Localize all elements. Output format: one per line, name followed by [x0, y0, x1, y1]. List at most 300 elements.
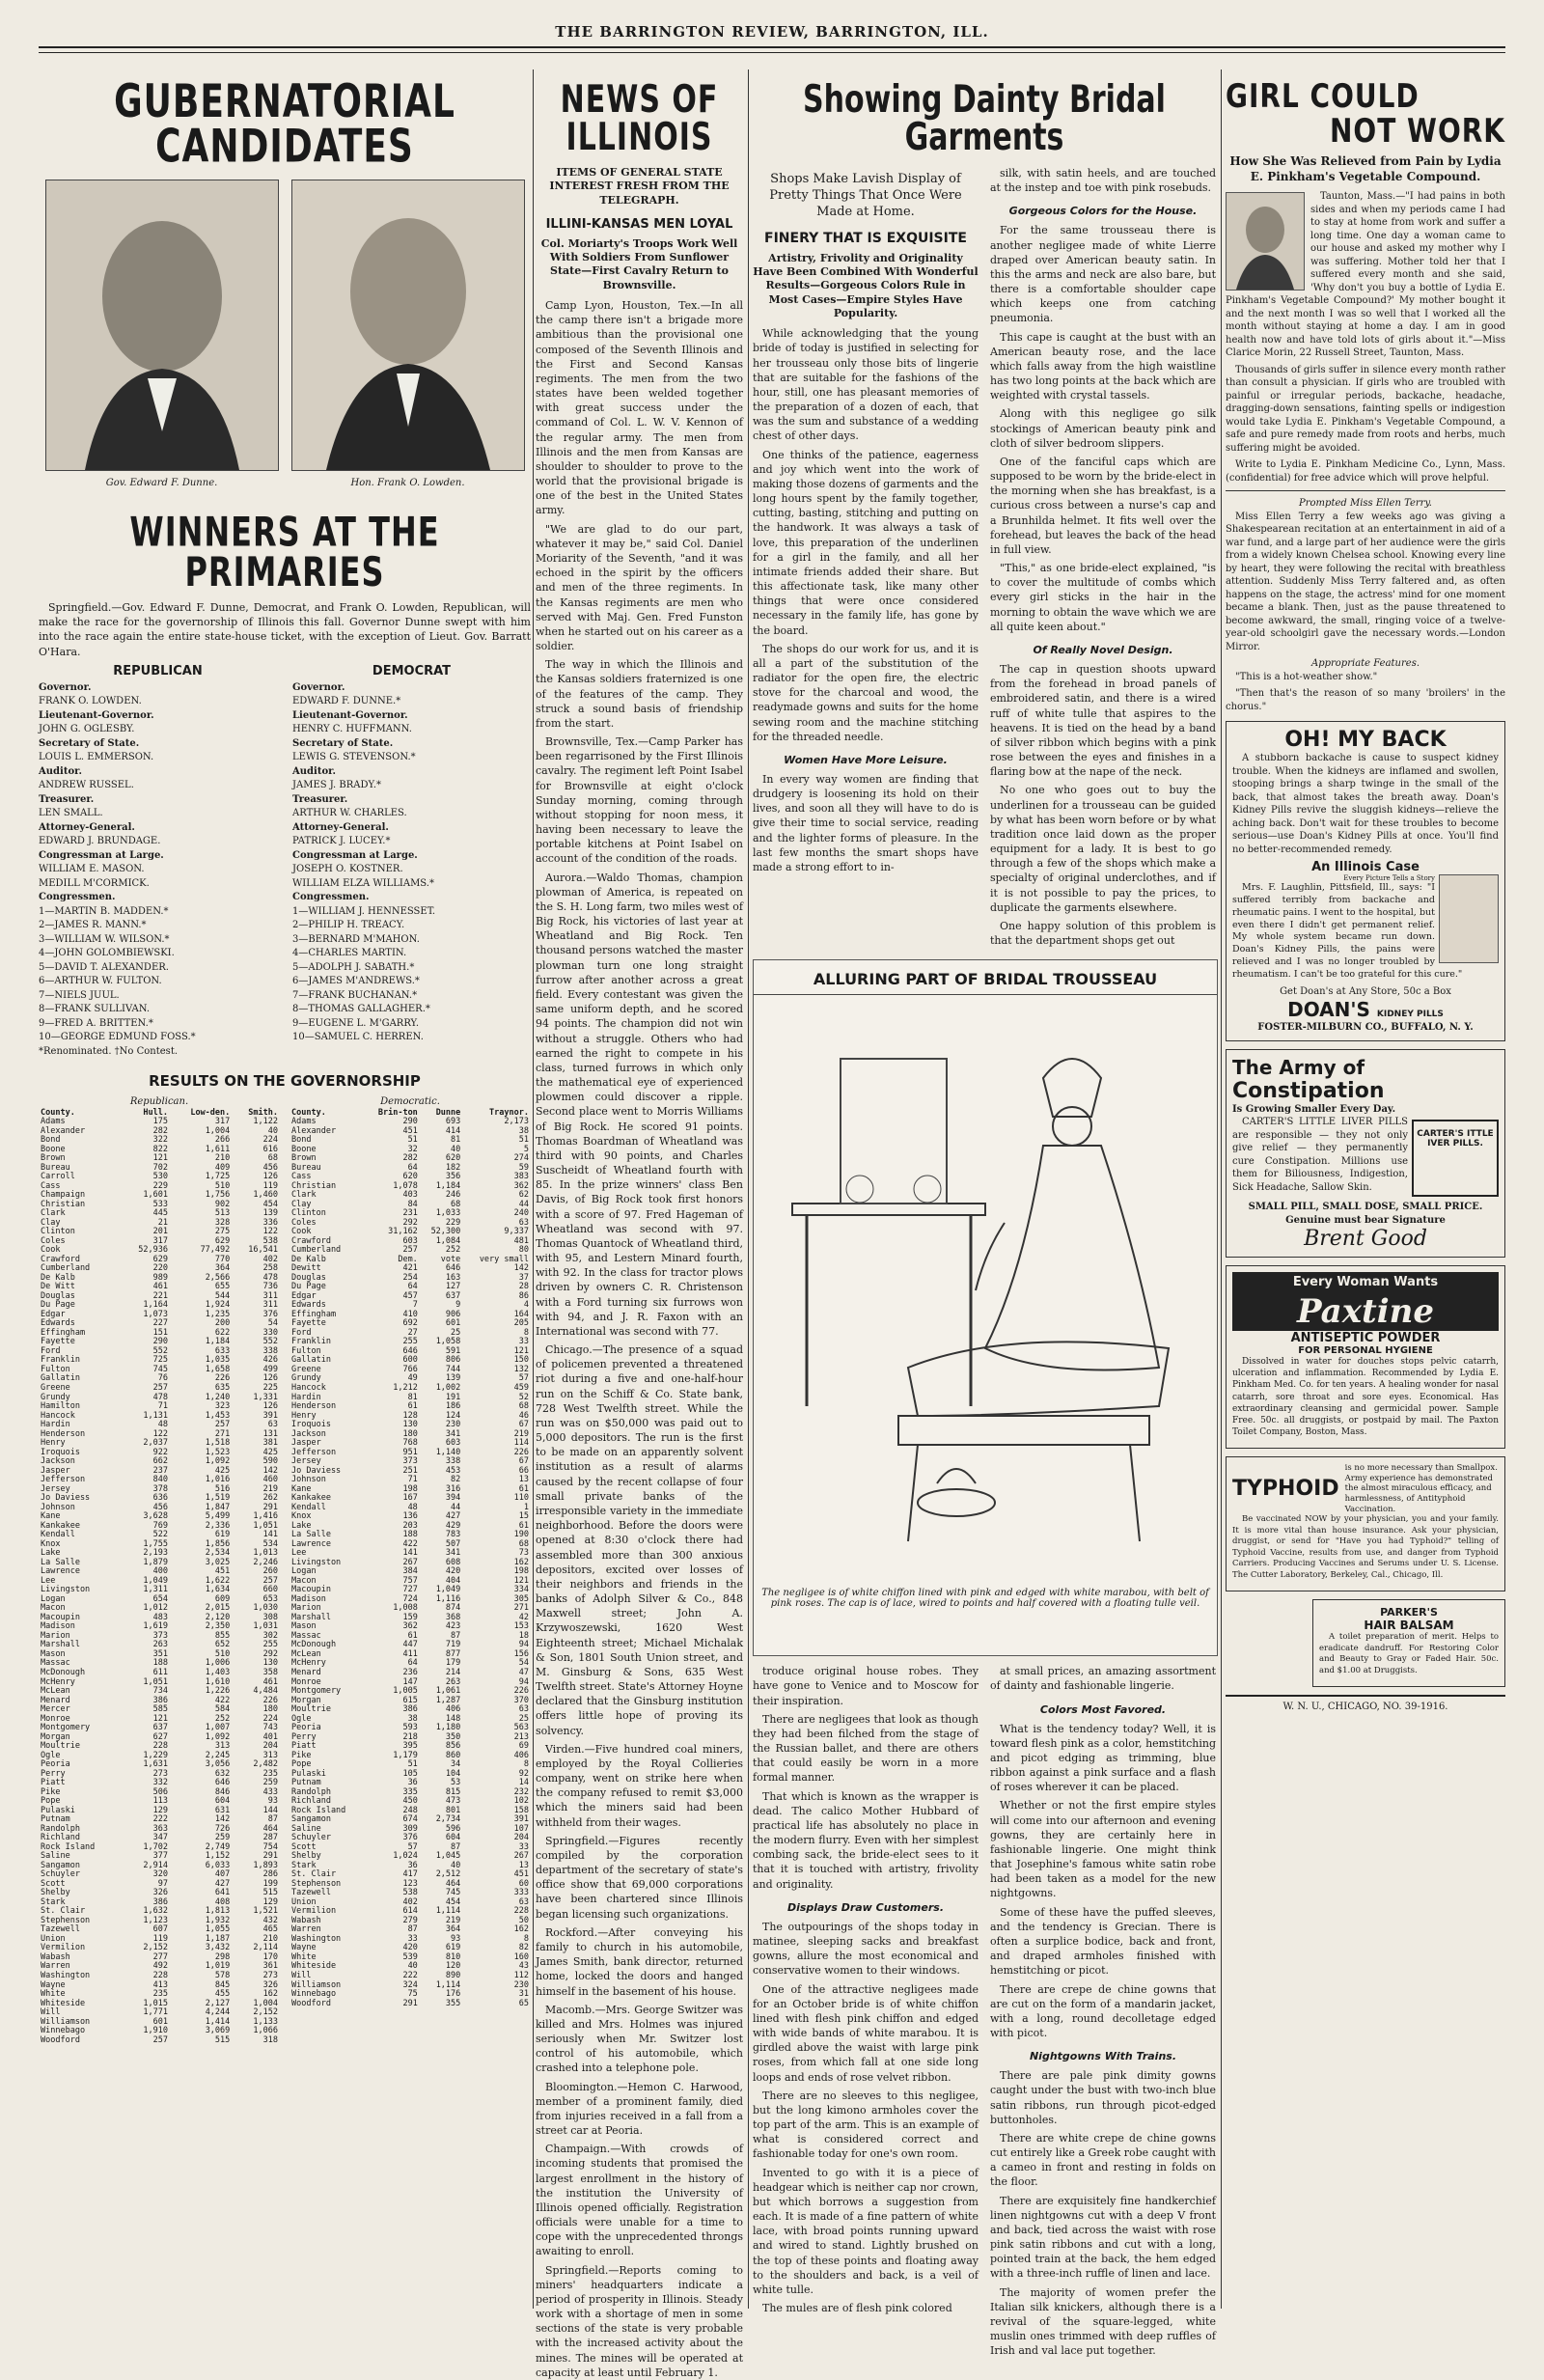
table-cell: Du Page: [41, 1300, 75, 1311]
table-cell: 1,015: [143, 1998, 168, 2008]
table-cell: 236: [402, 1667, 418, 1677]
table-cell: Boone: [291, 1144, 317, 1154]
table-cell: 770: [214, 1254, 231, 1264]
portrait-lowden: [291, 180, 525, 471]
table-cell: 260: [262, 1566, 278, 1577]
table-cell: 413: [152, 1979, 168, 1990]
column-header: County.: [41, 1107, 75, 1118]
table-cell: 298: [214, 1951, 231, 1962]
table-cell: Christian: [291, 1180, 337, 1191]
table-cell: 257: [152, 1383, 168, 1393]
table-cell: Henderson: [291, 1401, 337, 1412]
table-cell: 64: [407, 1658, 418, 1669]
table-cell: 629: [152, 1254, 168, 1264]
table-cell: 533: [152, 1199, 168, 1209]
table-cell: 62: [518, 1190, 529, 1201]
table-cell: 33: [518, 1337, 529, 1347]
table-cell: Putnam: [41, 1814, 70, 1825]
table-cell: 1,331: [253, 1392, 278, 1402]
table-cell: 130: [262, 1658, 278, 1669]
table-cell: Rock Island: [41, 1841, 96, 1852]
table-cell: 515: [262, 1888, 278, 1898]
republican-nominee: 4—JOHN GOLOMBIEWSKI.: [39, 948, 175, 959]
table-cell: 1,122: [253, 1117, 278, 1127]
table-cell: Montgomery: [41, 1723, 91, 1733]
table-cell: 769: [152, 1520, 168, 1531]
table-cell: 61: [407, 1630, 418, 1641]
republican-results-table: [39, 1109, 280, 2046]
table-cell: 259: [214, 1833, 231, 1843]
table-cell: 906: [445, 1309, 461, 1319]
table-cell: 450: [402, 1796, 418, 1807]
table-cell: Clay: [41, 1217, 61, 1228]
table-cell: Greene: [291, 1364, 321, 1374]
table-cell: 1,035: [205, 1355, 231, 1366]
table-cell: 251: [402, 1465, 418, 1476]
table-cell: Woodford: [291, 1998, 331, 2008]
table-cell: Pope: [291, 1759, 312, 1770]
table-cell: Shelby: [291, 1851, 321, 1862]
table-cell: 386: [152, 1896, 168, 1907]
table-cell: 460: [262, 1475, 278, 1485]
table-cell: 620: [402, 1172, 418, 1182]
table-cell: Clinton: [41, 1227, 75, 1237]
table-cell: 317: [214, 1117, 231, 1127]
bridal-paragraph: The shops do our work for us, and it is all a part of the substitution of the radiator for the open fire, the electric stove for the charcoal and wood, the readymade gowns and suits for the home sewing room and the machine stitching for the threaded needle.: [753, 642, 979, 743]
table-cell: 641: [214, 1888, 231, 1898]
table-cell: 257: [402, 1245, 418, 1256]
table-cell: 205: [513, 1318, 529, 1329]
table-cell: Massac: [291, 1630, 321, 1641]
table-cell: 81: [451, 1135, 461, 1146]
table-cell: 235: [262, 1768, 278, 1779]
table-cell: Cumberland: [291, 1245, 342, 1256]
table-cell: 1,453: [205, 1410, 231, 1421]
table-cell: 286: [262, 1869, 278, 1880]
table-cell: 877: [445, 1648, 461, 1659]
table-cell: Jersey: [41, 1483, 70, 1494]
parker-head-2: HAIR BALSAM: [1364, 1619, 1454, 1633]
table-cell: 141: [402, 1548, 418, 1559]
table-cell: 451: [513, 1869, 529, 1880]
table-cell: 131: [262, 1428, 278, 1439]
table-cell: 391: [513, 1814, 529, 1825]
table-cell: 754: [262, 1841, 278, 1852]
table-cell: 1,235: [205, 1309, 231, 1319]
table-cell: 86: [518, 1290, 529, 1301]
bridal-paragraph: No one who goes out to buy the underlinen for a trousseau can be guided by what has been worn before or by what tradition once laid down as the proper equipment for a lady. It is best to go through a few of the shops which make a specialty of original underclothes, and if it is not possible to pay the prices, to duplicate the garments elsewhere.: [990, 784, 1216, 914]
table-cell: 105: [402, 1768, 418, 1779]
bridal-paragraph: The majority of women prefer the Italian silk knickers, although there is a revival of the square-legged, white muslin ones trimmed with deep ruffles of Irish and val lace put together.: [990, 2285, 1216, 2358]
news-of-illinois-section: [536, 69, 743, 2379]
paxtine-top: Every Woman Wants: [1232, 1272, 1499, 1292]
table-cell: 198: [513, 1566, 529, 1577]
table-cell: 922: [152, 1447, 168, 1457]
table-cell: Alexander: [291, 1125, 337, 1136]
news-subheadline: ILLINI-KANSAS MEN LOYAL: [545, 216, 733, 232]
table-cell: 1,240: [205, 1392, 231, 1402]
table-cell: 609: [214, 1593, 231, 1604]
news-paragraph: Springfield.—Reports coming to miners' headquarters indicate a period of prosperity in Illinois. Steady work with a shortage of men in some sections of the state is very probable with the increased activity about the mines. The mines will be operated at capacity at least until February 1.: [536, 2263, 743, 2379]
democrat-nominee: 8—THOMAS GALLAGHER.*: [292, 1004, 430, 1015]
table-cell: 50: [518, 1915, 529, 1925]
table-cell: 230: [513, 1979, 529, 1990]
democrat-nominee: Lieutenant-Governor.: [292, 709, 408, 721]
table-cell: 2,246: [253, 1557, 278, 1567]
table-cell: 228: [513, 1906, 529, 1917]
masthead-rule-2: [39, 52, 1505, 53]
table-cell: 263: [445, 1676, 461, 1687]
parker-head-1: PARKER'S: [1380, 1606, 1438, 1619]
table-cell: 1,031: [253, 1621, 278, 1632]
table-cell: 40: [267, 1125, 278, 1136]
table-cell: Moultrie: [291, 1704, 331, 1715]
table-cell: 226: [214, 1373, 231, 1384]
table-cell: 326: [262, 1979, 278, 1990]
table-cell: 14: [518, 1778, 529, 1788]
table-cell: 67: [518, 1420, 529, 1430]
table-cell: Union: [41, 1933, 66, 1944]
table-cell: 363: [152, 1823, 168, 1834]
republican-nominee: 2—JAMES R. MANN.*: [39, 920, 147, 931]
table-cell: Jo Daviess: [41, 1493, 91, 1504]
table-cell: 258: [262, 1263, 278, 1274]
table-cell: 302: [262, 1630, 278, 1641]
table-cell: 229: [445, 1217, 461, 1228]
table-cell: 1,403: [205, 1667, 231, 1677]
table-cell: 77,492: [200, 1245, 231, 1256]
table-cell: 5: [523, 1144, 529, 1154]
table-cell: Warren: [41, 1961, 70, 1972]
republican-nominee: Lieutenant-Governor.: [39, 709, 154, 721]
table-cell: 429: [445, 1520, 461, 1531]
girl-headline-1: GIRL COULD: [1226, 76, 1420, 116]
table-cell: 534: [262, 1538, 278, 1549]
table-cell: 54: [518, 1658, 529, 1669]
table-cell: Hardin: [41, 1420, 70, 1430]
table-cell: 53: [451, 1778, 461, 1788]
democrat-nominee: PATRICK J. LUCEY.*: [292, 836, 391, 847]
bridal-paragraph: One of the attractive negligees made for an October bride is of white chiffon lined with flesh pink chiffon and edged with wide bands of white marabou. It is girdled above the waist with large pink roses, from which fall at one side long loops and ends of rose velvet ribbon.: [753, 1982, 979, 2084]
table-cell: 395: [402, 1741, 418, 1752]
table-cell: 459: [513, 1383, 529, 1393]
table-cell: 425: [262, 1447, 278, 1457]
republican-nominee: Attorney-General.: [39, 821, 135, 833]
column-header: Hull.: [143, 1107, 168, 1118]
table-cell: 48: [157, 1420, 168, 1430]
republican-nominee: WILLIAM E. MASON.: [39, 864, 145, 875]
table-cell: Alexander: [41, 1125, 86, 1136]
bridal-paragraph: There are pale pink dimity gowns caught under the bust with two-inch blue satin ribbons, run through picot-edged buttonholes.: [990, 2069, 1216, 2126]
table-cell: 271: [513, 1603, 529, 1614]
table-cell: 593: [402, 1723, 418, 1733]
table-cell: 426: [262, 1355, 278, 1366]
table-cell: 38: [518, 1125, 529, 1136]
table-cell: 552: [152, 1345, 168, 1356]
table-cell: White: [41, 1989, 66, 2000]
table-cell: 52,300: [430, 1227, 461, 1237]
table-cell: 121: [513, 1345, 529, 1356]
democrat-nominee: WILLIAM ELZA WILLIAMS.*: [292, 877, 434, 889]
primaries-lead: Springfield.—Gov. Edward F. Dunne, Democrat, and Frank O. Lowden, Republican, will make the race for the governorship of Illinois this fall. Governor Dunne swept with him into the race again the entire state-house ticket, with the exception of Lieut. Gov. Barratt O'Hara.: [39, 601, 531, 658]
table-cell: 246: [445, 1190, 461, 1201]
table-cell: 237: [152, 1465, 168, 1476]
table-cell: 1,006: [205, 1658, 231, 1669]
table-cell: Piatt: [291, 1741, 317, 1752]
table-cell: 616: [262, 1144, 278, 1154]
republican-nominee: 1—MARTIN B. MADDEN.*: [39, 905, 169, 917]
table-cell: Ogle: [291, 1713, 312, 1724]
table-cell: Will: [291, 1971, 312, 1980]
republican-nominee: Governor.: [39, 681, 92, 693]
table-cell: 119: [152, 1933, 168, 1944]
table-cell: 156: [513, 1648, 529, 1659]
table-cell: 404: [445, 1575, 461, 1586]
table-cell: 38: [407, 1713, 418, 1724]
table-cell: 148: [445, 1713, 461, 1724]
table-cell: 43: [518, 1961, 529, 1972]
table-cell: Clay: [291, 1199, 312, 1209]
table-cell: 855: [214, 1630, 231, 1641]
republican-nominee: 7—NIELS JUUL.: [39, 989, 120, 1001]
republican-nominee: EDWARD J. BRUNDAGE.: [39, 836, 161, 847]
table-cell: 584: [214, 1704, 231, 1715]
table-cell: 727: [402, 1585, 418, 1595]
army-headline-2: Constipation: [1232, 1078, 1385, 1103]
table-cell: 376: [402, 1833, 418, 1843]
table-cell: 25: [451, 1327, 461, 1338]
masthead: THE BARRINGTON REVIEW, BARRINGTON, ILL.: [555, 23, 989, 41]
table-cell: Gallatin: [291, 1355, 331, 1366]
table-cell: 2,173: [504, 1117, 529, 1127]
table-cell: 407: [214, 1869, 231, 1880]
army-genuine: Genuine must bear Signature: [1285, 1214, 1446, 1226]
table-cell: 1,924: [205, 1300, 231, 1311]
table-cell: 257: [152, 2034, 168, 2045]
table-cell: 401: [262, 1731, 278, 1742]
table-cell: 391: [262, 1410, 278, 1421]
column-rule: [533, 69, 534, 2309]
bridal-paragraph: silk, with satin heels, and are touched at the instep and toe with pink rosebuds.: [990, 167, 1216, 195]
table-cell: 362: [513, 1180, 529, 1191]
table-cell: 126: [262, 1373, 278, 1384]
table-cell: 287: [262, 1833, 278, 1843]
table-cell: Edwards: [41, 1318, 75, 1329]
table-cell: 362: [402, 1621, 418, 1632]
table-cell: 291: [262, 1502, 278, 1512]
table-cell: 386: [402, 1704, 418, 1715]
table-cell: 226: [262, 1695, 278, 1705]
table-cell: Scott: [291, 1841, 317, 1852]
table-cell: 1,632: [143, 1906, 168, 1917]
democrat-nominee: Governor.: [292, 681, 345, 693]
table-cell: 607: [152, 1924, 168, 1935]
bridal-paragraph: There are no sleeves to this negligee, but the long kimono armholes cover the top part of the arm. This is an example of what is considered correct and fashionable today for one's own room.: [753, 2089, 979, 2161]
table-cell: 1,030: [253, 1603, 278, 1614]
table-cell: 63: [518, 1704, 529, 1715]
democrat-heading: DEMOCRAT: [372, 663, 452, 678]
table-cell: 92: [518, 1768, 529, 1779]
table-cell: 42: [518, 1612, 529, 1622]
table-cell: 60: [518, 1878, 529, 1889]
table-cell: 139: [445, 1373, 461, 1384]
table-cell: Livingston: [41, 1585, 91, 1595]
table-cell: 267: [513, 1851, 529, 1862]
table-cell: 590: [262, 1456, 278, 1467]
table-cell: 68: [267, 1153, 278, 1164]
table-cell: Stephenson: [41, 1915, 91, 1925]
table-cell: Peoria: [41, 1759, 70, 1770]
table-cell: 368: [445, 1612, 461, 1622]
table-cell: 231: [402, 1208, 418, 1219]
table-cell: 1,024: [393, 1851, 418, 1862]
table-cell: 9,337: [504, 1227, 529, 1237]
table-cell: Scott: [41, 1878, 66, 1889]
bridal-paragraph: One thinks of the patience, eagerness and joy which went into the work of making those dozens of garments and the long hours spent by the family together, cutting, basting, stitching and putting on the handwork. It was always a task of love, this preparation of the underlinen for a girl in the family, and all her intimate friends added their share. But this affectionate task, like many other things that were once considered necessary in the family life, has gone by the board.: [753, 448, 979, 637]
table-cell: Marion: [291, 1603, 321, 1614]
democrat-nominee: 9—EUGENE L. M'GARRY.: [292, 1017, 420, 1029]
table-cell: 164: [513, 1309, 529, 1319]
table-cell: 1,910: [143, 2026, 168, 2036]
table-cell: 144: [262, 1805, 278, 1815]
table-cell: 455: [214, 1989, 231, 2000]
table-cell: 147: [402, 1676, 418, 1687]
table-cell: 1,523: [205, 1447, 231, 1457]
table-cell: 126: [262, 1401, 278, 1412]
table-cell: 660: [262, 1585, 278, 1595]
table-cell: 126: [262, 1172, 278, 1182]
table-cell: Pike: [41, 1786, 61, 1797]
table-cell: 1,519: [205, 1493, 231, 1504]
table-cell: Christian: [41, 1199, 86, 1209]
table-cell: Boone: [41, 1144, 66, 1154]
table-cell: 1,658: [205, 1364, 231, 1374]
girl-para-2: Thousands of girls suffer in silence every month rather than consult a physician. If girls who are troubled with painful or irregular periods, backache, headache, dragging-down sensations, fainting spells or indigestion would take Lydia E. Pinkham's Vegetable Compound, a safe and pure remedy made from roots and herbs, much suffering might be avoided.: [1226, 364, 1505, 454]
table-cell: 311: [262, 1290, 278, 1301]
table-cell: 409: [214, 1162, 231, 1173]
democrat-nominee: 2—PHILIP H. TREACY.: [292, 920, 405, 931]
table-cell: Jefferson: [41, 1475, 86, 1485]
news-paragraph: Macomb.—Mrs. George Switzer was killed and Mrs. Holmes was injured seriously when Mr. Switzer lost control of his automobile, which crashed into a telephone pole.: [536, 2003, 743, 2075]
table-cell: 3,628: [143, 1511, 168, 1522]
table-cell: Livingston: [291, 1557, 342, 1567]
footer: W. N. U., CHICAGO, NO. 39-1916.: [1226, 1695, 1505, 1714]
table-cell: 674: [402, 1814, 418, 1825]
table-cell: 9: [455, 1300, 461, 1311]
typhoid-body: Be vaccinated NOW by your physician, you and your family. It is more vital than house insurance. Ask your physician, druggist, or send for "Have you had Typhoid?" telling of Typhoid Vaccine, results from use, and danger from Typhoid Carriers. Producing Vaccines and Serums under U. S. License. The Cutter Laboratory, Berkeley, Cal., Chicago, Ill.: [1232, 1514, 1499, 1580]
table-cell: Mason: [291, 1621, 317, 1632]
table-cell: Johnson: [41, 1502, 75, 1512]
table-cell: Marion: [41, 1630, 70, 1641]
table-cell: 3,025: [205, 1557, 231, 1567]
table-cell: 226: [513, 1686, 529, 1697]
table-cell: 63: [267, 1420, 278, 1430]
table-cell: 213: [513, 1731, 529, 1742]
table-cell: 1,601: [143, 1190, 168, 1201]
table-cell: 68: [518, 1538, 529, 1549]
table-cell: 330: [262, 1327, 278, 1338]
table-cell: Brown: [291, 1153, 317, 1164]
table-cell: 406: [513, 1750, 529, 1760]
table-cell: 67: [518, 1456, 529, 1467]
table-cell: 323: [214, 1401, 231, 1412]
table-cell: Henry: [291, 1410, 317, 1421]
table-cell: 1,893: [253, 1860, 278, 1870]
girl-headline-2: NOT WORK: [1329, 111, 1505, 151]
bridal-bottom-columns: [753, 1664, 1216, 2362]
table-cell: 420: [402, 1943, 418, 1953]
table-cell: Hancock: [41, 1410, 75, 1421]
table-cell: La Salle: [41, 1557, 80, 1567]
table-cell: Will: [41, 2007, 61, 2018]
table-cell: Knox: [41, 1538, 61, 1549]
table-cell: 31,162: [388, 1227, 418, 1237]
table-cell: St. Clair: [291, 1869, 337, 1880]
table-cell: 373: [402, 1456, 418, 1467]
table-row: [290, 2000, 531, 2009]
table-cell: 1,856: [205, 1538, 231, 1549]
republican-subhead: Republican.: [129, 1096, 189, 1108]
table-cell: Tazewell: [291, 1888, 331, 1898]
table-cell: 322: [152, 1135, 168, 1146]
table-cell: 351: [152, 1648, 168, 1659]
table-cell: Cook: [41, 1245, 61, 1256]
table-cell: 364: [214, 1263, 231, 1274]
table-cell: 235: [152, 1989, 168, 2000]
table-cell: Clinton: [291, 1208, 326, 1219]
table-cell: 856: [445, 1741, 461, 1752]
table-cell: 220: [152, 1263, 168, 1274]
table-cell: 51: [407, 1759, 418, 1770]
table-cell: 510: [214, 1180, 231, 1191]
caption-lowden: Hon. Frank O. Lowden.: [350, 478, 465, 488]
results-tables: [39, 1095, 531, 2045]
table-cell: 160: [513, 1951, 529, 1962]
table-cell: 1,212: [393, 1383, 418, 1393]
table-cell: Macoupin: [41, 1612, 80, 1622]
nominee-lists: [39, 663, 531, 1059]
table-cell: Wabash: [41, 1951, 70, 1962]
table-cell: 350: [445, 1731, 461, 1742]
bridal-illustration: [753, 959, 1218, 1656]
table-cell: 87: [451, 1841, 461, 1852]
terry-para: Miss Ellen Terry a few weeks ago was giving a Shakespearean recitation at an entertainment in aid of a war fund, and a large part of her audience were the girls from a widely known Chelsea school. Knowing every line by heart, they were following the recital with breathless attention. Suddenly Miss Terry faltered and, as often happens on the stage, the actress' mind for one moment became a blank. Then, just as the pause threatened to become awkward, the small, ringing voice of a twelve-year-old schoolgirl gave the necessary words.—London Mirror.: [1226, 511, 1505, 652]
table-cell: 539: [402, 1951, 418, 1962]
table-cell: 629: [214, 1235, 231, 1246]
table-cell: 815: [445, 1786, 461, 1797]
democrat-nominee: ARTHUR W. CHARLES.: [292, 808, 407, 819]
table-cell: 1,622: [205, 1575, 231, 1586]
table-cell: 637: [152, 1723, 168, 1733]
table-cell: 40: [451, 1144, 461, 1154]
bridal-paragraph: That which is known as the wrapper is dead. The calico Mother Hubbard of practical life has absolutely no place in the modern flurry. Even with her simplest combing sack, the bride-elect sees to it that it is touched with artistry, frivolity and originality.: [753, 1789, 979, 1891]
table-cell: Saline: [41, 1851, 70, 1862]
republican-nominee: FRANK O. LOWDEN.: [39, 696, 142, 707]
table-cell: 507: [445, 1538, 461, 1549]
novel-design-subhead: Of Really Novel Design.: [1033, 643, 1173, 656]
table-cell: Cook: [291, 1227, 312, 1237]
table-cell: 513: [214, 1208, 231, 1219]
girl-para-3: Write to Lydia E. Pinkham Medicine Co., Lynn, Mass. (confidential) for free advice which will prove helpful.: [1226, 459, 1505, 484]
table-cell: 801: [445, 1805, 461, 1815]
table-cell: 478: [152, 1392, 168, 1402]
table-cell: 52,936: [138, 1245, 168, 1256]
portraits: [39, 180, 531, 492]
table-cell: Bond: [41, 1135, 61, 1146]
table-cell: Pike: [291, 1750, 312, 1760]
table-cell: 4,244: [205, 2007, 231, 2018]
table-cell: Bond: [291, 1135, 312, 1146]
